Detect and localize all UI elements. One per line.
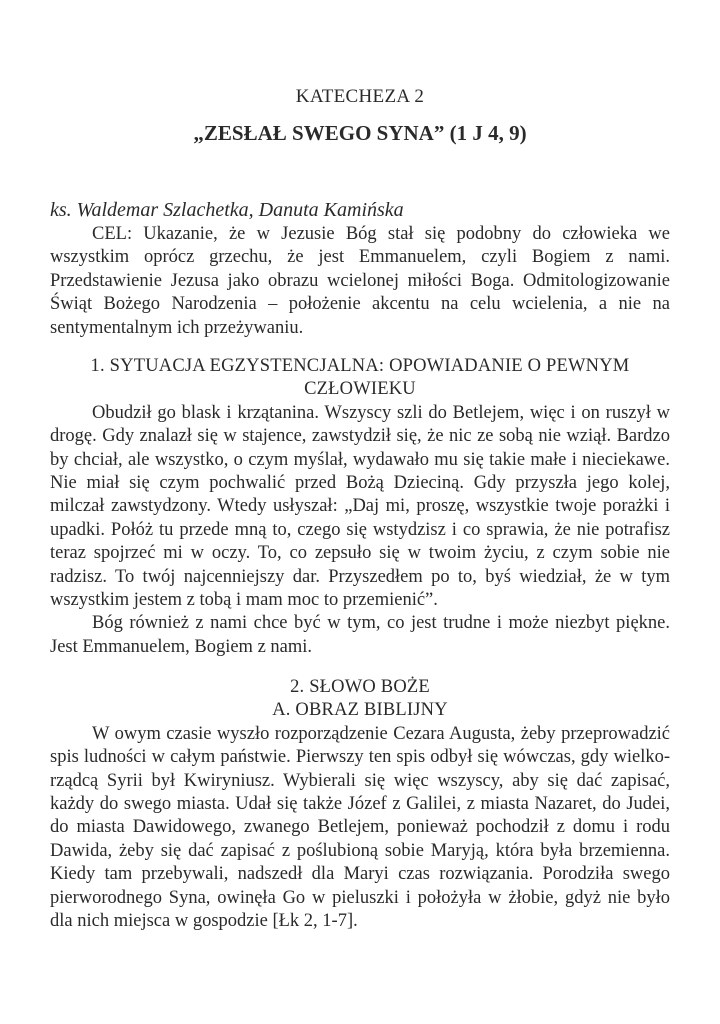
section-heading-line: 1. SYTUACJA EGZYSTENCJALNA: OPOWIADANIE O PEWNYM	[90, 356, 630, 376]
goal-paragraph: CEL: Ukazanie, że w Jezusie Bóg stał się podobny do człowieka we wszystkim oprócz grzechu, że jest Emmanuelem, czyli Bogiem z nami. Przedstawienie Jezusa jako obrazu wcielonej miłości Boga. Odmitologizowanie Świąt Bożego Narodzenia – położenie akcentu na celu wcielenia, a nie na sentymentalnym ich przeżywaniu.	[50, 224, 670, 338]
story-paragraph: Obudził go blask i krzątanina. Wszyscy szli do Betlejem, więc i on ruszył w drogę. Gdy znalazł się w stajence, zawstydził się, że nic ze sobą nie wziął. Bardzo by chciał, ale wszystko, o czym myślał, wydawało mu się takie małe i nieciekawe. Nie miał się czym pochwalić przed Bożą Dzieciną. Gdy przyszła jego kolej, milczał zawstydzony. Wtedy usłyszał: „Daj mi, proszę, wszystkie twoje porażki i upadki. Połóż tu przede mną to, czego się wstydzisz i co sprawia, że nie potrafisz teraz spojrzeć mi w oczy. To, co zepsuło się w twoim życiu, z czym sobie nie radzisz. To twój najcenniejszy dar. Przyszedłem po to, byś wiedział, że w tym wszystkim jestem z tobą i mam moc to przemienić”.	[50, 402, 670, 611]
section-heading	[50, 355, 670, 402]
section-existential-situation	[50, 355, 670, 659]
subsection-heading-line: A. OBRAZ BIBLIJNY	[272, 700, 448, 721]
page-title: „ZESŁAŁ SWEGO SYNA” (1 J 4, 9)	[193, 121, 527, 145]
scripture-paragraph: W owym czasie wyszło rozporządzenie Cezara Augusta, żeby przeprowadzić spis ludności w całym państwie. Pierwszy ten spis odbył się wówczas, gdy wielkorządcą Syrii był Kwiryniusz. Wybierali się więc wszyscy, aby się dać zapisać, każdy do swego miasta. Udał się także Józef z Galilei, z miasta Nazaret, do Judei, do miasta Dawidowego, zwanego Betlejem, ponieważ pochodził z domu i rodu Dawida, żeby się dać zapisać z poślubioną sobie Maryją, która była brzemienna. Kiedy tam przebywali, nadszedł dla Maryi czas rozwiązania. Porodziła swego pierworodnego Syna, owinęła Go w pieluszki i położyła w żłobie, gdyż nie było dla nich miejsca w gospodzie [Łk 2, 1-7].	[50, 723, 670, 932]
section-heading-line: 2. SŁOWO BOŻE	[290, 677, 430, 697]
author-line: ks. Waldemar Szlachetka, Danuta Kamińska	[50, 199, 404, 221]
section-heading-line: CZŁOWIEKU	[304, 379, 416, 400]
section-heading	[50, 676, 670, 723]
story-paragraph: Bóg również z nami chce być w tym, co jest trudne i może niezbyt piękne. Jest Emmanuelem, Bogiem z nami.	[50, 613, 670, 657]
goal-section	[50, 223, 670, 340]
catechesis-number: KATECHEZA 2	[295, 86, 425, 107]
section-word-of-god	[50, 676, 670, 933]
